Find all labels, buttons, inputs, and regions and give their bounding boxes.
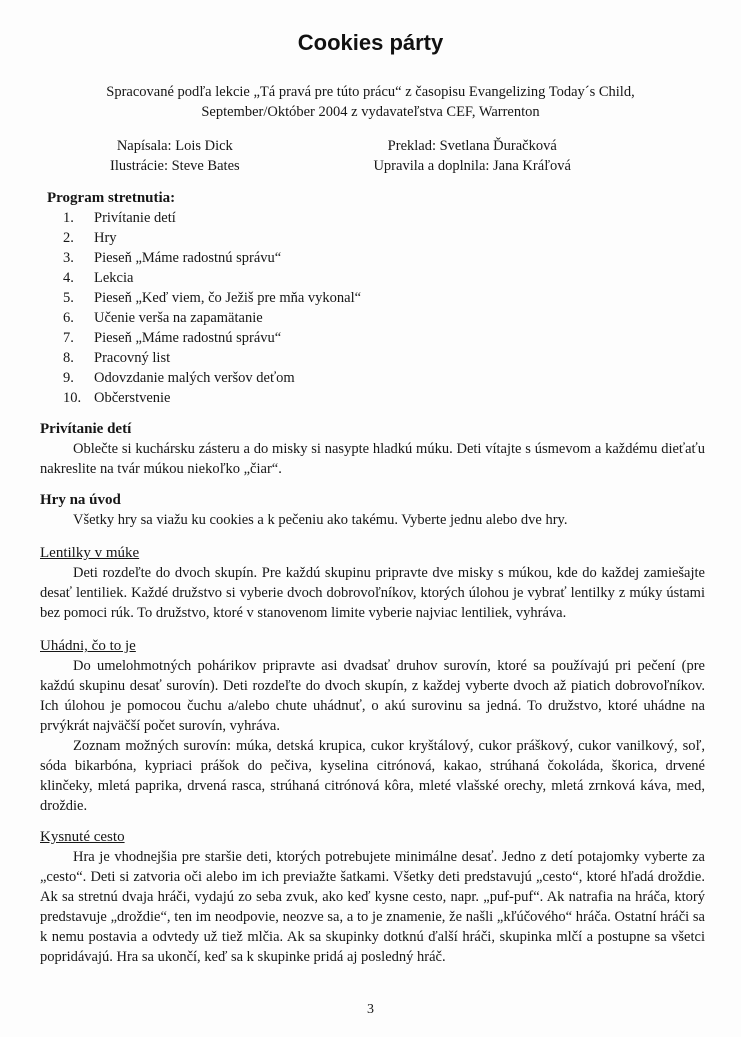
list-item-number: 9. (63, 370, 74, 386)
section-paragraph: Zoznam možných surovín: múka, detská krupica, cukor kryštálový, cukor práškový, cukor vanilkový, soľ, sóda bikarbóna, kypriaci prášok do pečiva, kyselina citrónová, kakao, strúhaná čokoláda, škorica, drvené klinčeky, mletá paprika, drvená rasca, strúhaná citrónová kôra, mleté vlašské orechy, mletá zrnková káva, med, droždie. (40, 738, 705, 814)
credits-block (110, 136, 571, 176)
list-item (47, 288, 705, 308)
section-lentilky-v-muke (0, 543, 741, 623)
section-hry-na-uvod (0, 490, 741, 530)
section-paragraph: Hra je vhodnejšia pre staršie deti, ktorých potrebujete minimálne desať. Jedno z detí potajomky vyberte za „cesto“. Deti si zatvoria oči alebo im ich previažte šatkami. Všetky deti predstavujú „cesto“, ktoré hľadá droždie. Ak sa stretnú dvaja hráči, vydajú zo seba zvuk, ako keď kysne cesto, napr. „puf-puf“. Ak natrafia na hráča, ktorý predstavuje „droždie“, ten im neodpovie, neozve sa, a to je znamenie, že našli „kľúčového“ hráča. Ostatní hráči sa k nemu postavia a odvtedy už tiež mlčia. Ak sa skupinky dotknú ďalší hráči, skupinka mlčí a postupne sa všetci popridávajú. Hra sa ukončí, keď sa k skupinke pridá aj posledný hráč. (40, 849, 705, 965)
list-item (47, 388, 705, 408)
document-subtitle (48, 82, 693, 122)
list-item (47, 368, 705, 388)
credit-editor: Upravila a doplnila: Jana Kráľová (373, 158, 571, 174)
list-item-number: 6. (63, 310, 74, 326)
list-item-label: Pieseň „Máme radostnú správu“ (94, 330, 282, 346)
section-paragraph: Oblečte si kuchársku zásteru a do misky si nasypte hladkú múku. Deti vítajte s úsmevom a každému dieťaťu nakreslite na tvár múkou niekoľko „čiar“. (40, 441, 705, 477)
list-item-label: Pieseň „Máme radostnú správu“ (94, 250, 282, 266)
list-item-number: 2. (63, 230, 74, 246)
list-item-number: 4. (63, 270, 74, 286)
list-item-number: 5. (63, 290, 74, 306)
page-title: Cookies párty (297, 30, 444, 55)
program-section (47, 188, 705, 408)
program-heading: Program stretnutia: (47, 190, 176, 206)
section-kysnute-cesto (0, 827, 741, 967)
section-privitanie-deti (0, 419, 741, 479)
section-heading: Lentilky v múke (40, 545, 140, 561)
section-uhadni-co-to-je (0, 636, 741, 816)
list-item-label: Pieseň „Keď viem, čo Ježiš pre mňa vykonal“ (94, 290, 362, 306)
list-item (47, 208, 705, 228)
credit-illustrator: Ilustrácie: Steve Bates (110, 158, 240, 174)
page-number: 3 (367, 1002, 374, 1017)
credit-translator: Preklad: Svetlana Ďuračková (387, 138, 557, 154)
list-item (47, 268, 705, 288)
credit-author: Napísala: Lois Dick (116, 138, 233, 154)
list-item (47, 248, 705, 268)
list-item (47, 348, 705, 368)
list-item-number: 7. (63, 330, 74, 346)
subtitle-line-1: Spracované podľa lekcie „Tá pravá pre túto prácu“ z časopisu Evangelizing Today´s Child, (106, 84, 635, 100)
section-heading: Kysnuté cesto (40, 829, 125, 845)
section-heading: Uhádni, čo to je (40, 638, 136, 654)
section-paragraph: Deti rozdeľte do dvoch skupín. Pre každú skupinu pripravte dve misky s múkou, kde do každej zamiešajte desať lentiliek. Každé družstvo si vyberie dvoch dobrovoľníkov, ktorých úlohou je vybrať lentilky z múky ústami bez pomoci rúk. To družstvo, ktoré v stanovenom limite vyberie najviac lentiliek, vyhráva. (40, 565, 705, 621)
section-paragraph: Všetky hry sa viažu ku cookies a k pečeniu ako takému. Vyberte jednu alebo dve hry. (73, 512, 568, 528)
list-item-label: Hry (94, 230, 117, 246)
list-item (47, 328, 705, 348)
list-item-label: Učenie verša na zapamätanie (94, 310, 263, 326)
list-item-label: Odovzdanie malých veršov deťom (94, 370, 295, 386)
list-item (47, 308, 705, 328)
list-item-label: Občerstvenie (94, 390, 171, 406)
section-heading: Hry na úvod (40, 492, 121, 508)
list-item-label: Pracovný list (94, 350, 171, 366)
credits-left (110, 136, 240, 176)
section-heading: Privítanie detí (40, 421, 132, 437)
list-item (47, 228, 705, 248)
list-item-number: 1. (63, 210, 74, 226)
list-item-label: Lekcia (94, 270, 134, 286)
list-item-number: 8. (63, 350, 74, 366)
section-paragraph: Do umelohmotných pohárikov pripravte asi dvadsať druhov surovín, ktoré sa používajú pri pečení (pre každú skupinu desať surovín). Deti rozdeľte do dvoch skupín, z každej vyberte dvoch až piatich dobrovoľníkov. Ich úlohou je pomocou čuchu a/alebo chute uhádnuť, o akú surovinu sa jedná. To družstvo, ktoré uhádne na prvýkrát najväčší počet surovín, vyhráva. (40, 658, 705, 734)
list-item-number: 10. (63, 390, 82, 406)
list-item-number: 3. (63, 250, 74, 266)
subtitle-line-2: September/Október 2004 z vydavateľstva CEF, Warrenton (201, 104, 540, 120)
credits-right (373, 136, 571, 176)
list-item-label: Privítanie detí (94, 210, 176, 226)
